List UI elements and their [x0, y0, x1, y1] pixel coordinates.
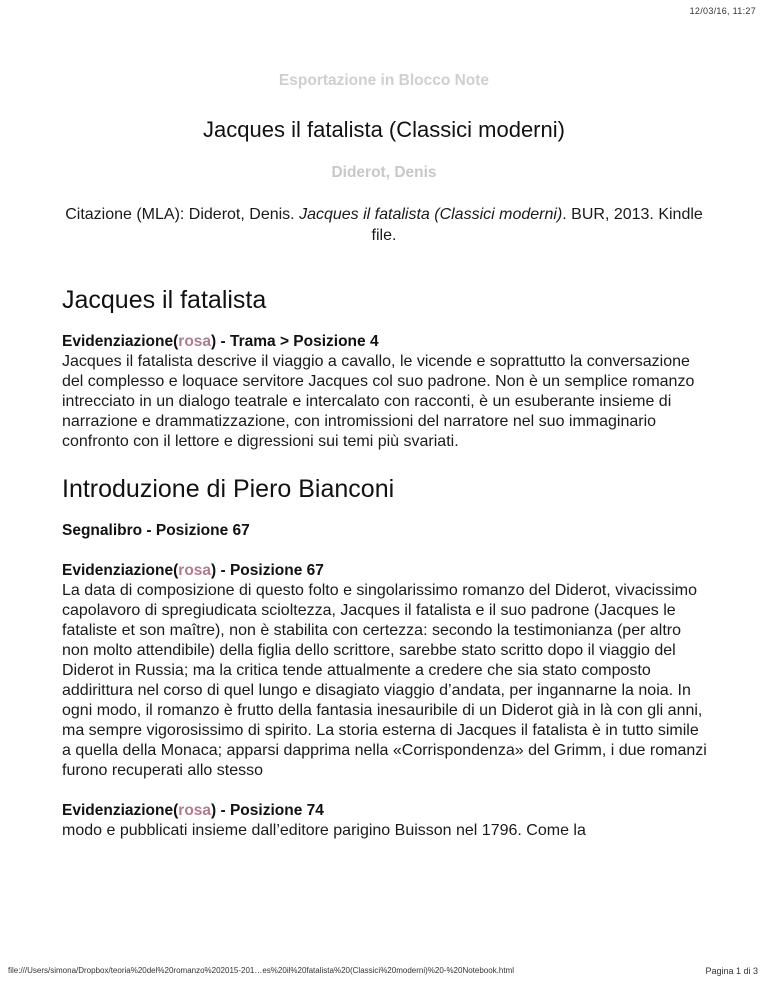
section [62, 286, 708, 452]
note-heading [62, 561, 708, 581]
citation-prefix: Citazione (MLA): Diderot, Denis. [65, 206, 300, 223]
note-text: Jacques il fatalista descrive il viaggio a cavallo, le vicende e soprattutto la conversazione del complesso e loquace servitore Jacques col suo padrone. Non è un semplice romanzo intrecciato in un dialogo teatrale e intercalato con racconti, è un esuberante insieme di narrazione e drammatizzazione, con intromissioni del narratore nel suo immaginario confronto con il lettore e digressioni sui temi più svariati. [62, 353, 695, 450]
citation-suffix: . BUR, 2013. Kindle file. [371, 206, 703, 244]
note [62, 332, 708, 452]
notes-content [62, 286, 708, 841]
section-heading: Introduzione di Piero Bianconi [62, 475, 395, 503]
note-type: Evidenziazione( [62, 333, 179, 350]
file-path: file:///Users/simona/Dropbox/teoria%20del%20romanzo%202015-201…es%20il%20fatalista%20(Classici%20moderni)%20-%20Notebook.html [8, 966, 515, 975]
highlight-color-label: rosa [178, 802, 212, 819]
section-heading: Jacques il fatalista [62, 286, 267, 314]
print-timestamp: 12/03/16, 11:27 [689, 6, 756, 16]
note-text: modo e pubblicati insieme dall’editore parigino Buisson nel 1796. Come la [62, 822, 586, 839]
note-meta: ) - Posizione 67 [211, 562, 324, 579]
note-text: La data di composizione di questo folto e singolarissimo romanzo del Diderot, vivacissimo capolavoro di spregiudicata scioltezza, Jacques il fatalista e il suo padrone (Jacques le fataliste et son maître), non è stabilita con certezza: secondo la testimonianza (per altro non molto attendibile) della figlia dello scrittore, sarebbe stato scritto dopo il viaggio del Diderot in Russia; ma la critica tende attualmente a credere che sia stato composto addirittura nel corso di quel lungo e disagiato viaggio d’andata, per ingannarne la noia. In ogni modo, il romanzo è frutto della fantasia inesauribile di un Diderot già in là con gli anni, ma sempre vigorosissimo di spirito. La storia esterna di Jacques il fatalista è in tutto simile a quella della Monaca; apparsi dapprima nella «Corrispondenza» del Grimm, i due romanzi furono recuperati allo stesso [62, 582, 707, 779]
note-meta: ) - Posizione 74 [211, 802, 324, 819]
note-heading [62, 332, 708, 352]
section [62, 475, 708, 841]
note [62, 561, 708, 781]
citation-title: Jacques il fatalista (Classici moderni) [299, 206, 563, 223]
note-type: Evidenziazione( [62, 802, 179, 819]
bookmark-heading: Segnalibro - Posizione 67 [62, 522, 250, 539]
citation [60, 204, 708, 246]
author-name: Diderot, Denis [331, 164, 437, 181]
highlight-color-label: rosa [178, 562, 212, 579]
book-title: Jacques il fatalista (Classici moderni) [203, 117, 565, 142]
note-type: Evidenziazione( [62, 562, 179, 579]
note [62, 801, 708, 841]
note-heading [62, 801, 708, 821]
highlight-color-label: rosa [178, 333, 212, 350]
export-title: Esportazione in Blocco Note [278, 72, 490, 89]
page-number: Pagina 1 di 3 [705, 966, 758, 976]
note-meta: ) - Trama > Posizione 4 [211, 333, 379, 350]
